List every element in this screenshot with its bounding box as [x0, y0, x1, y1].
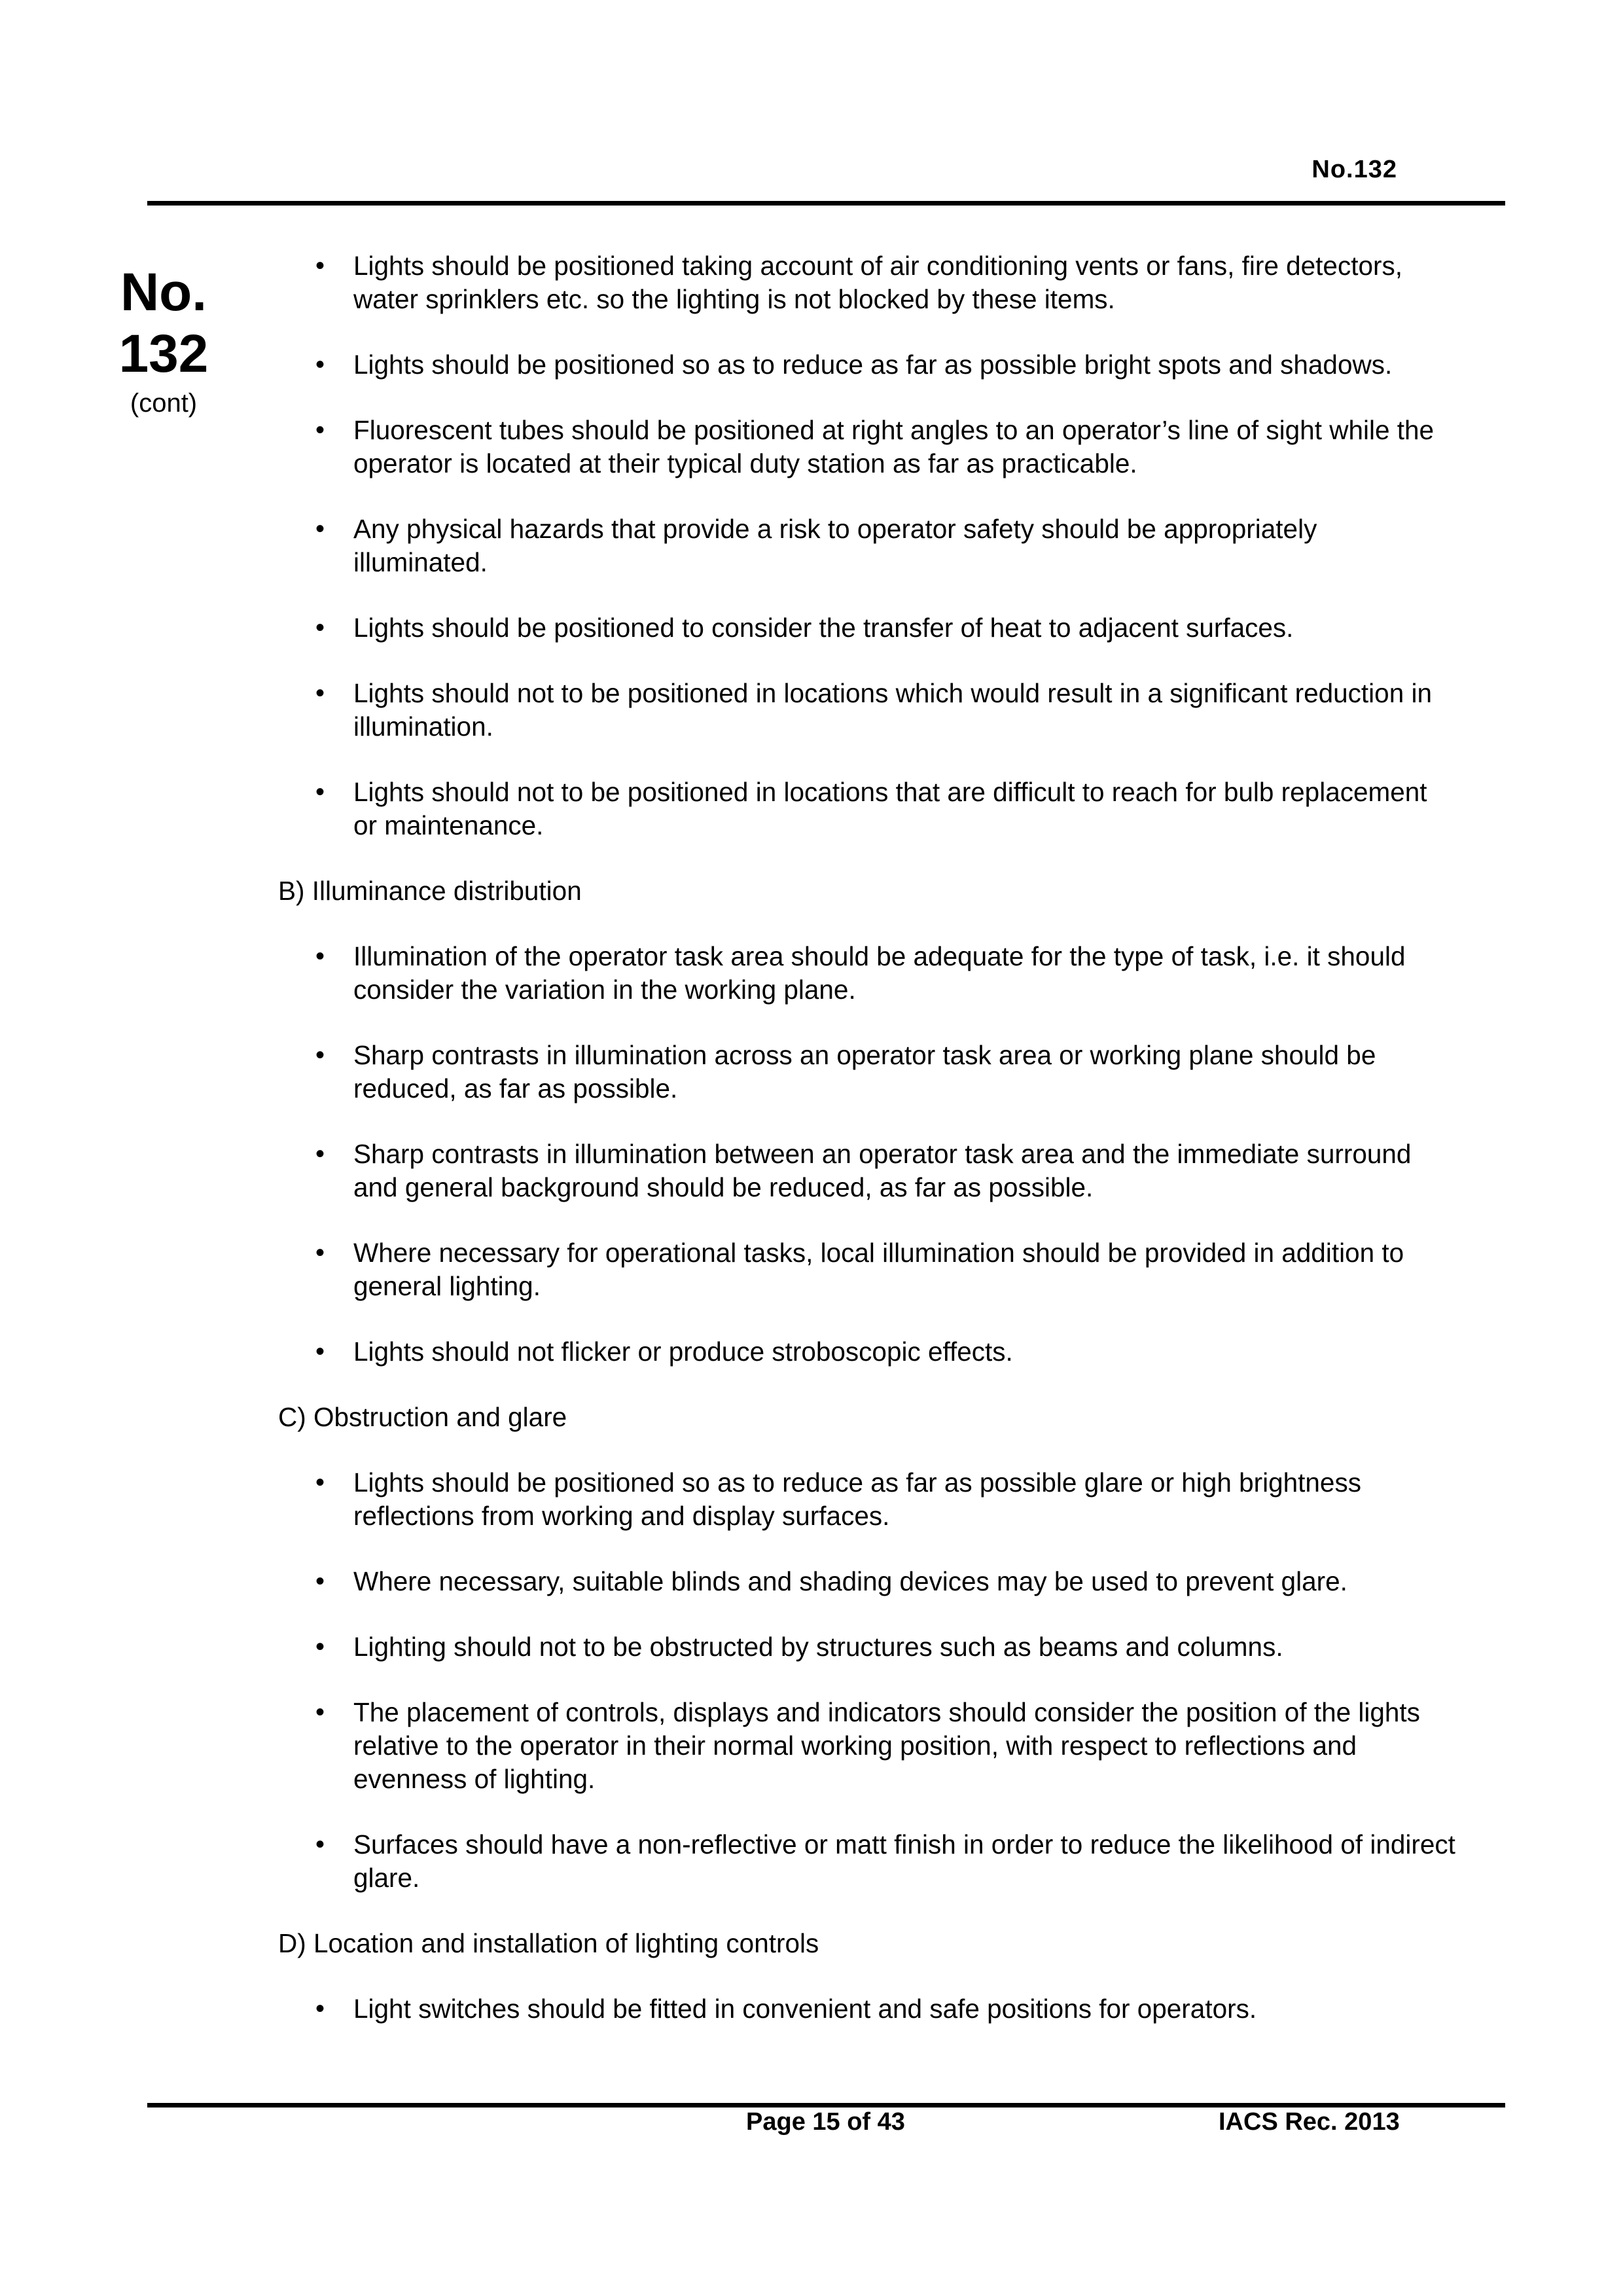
section-heading-obstruction: C) Obstruction and glare: [278, 1402, 567, 1432]
list-item: [278, 512, 1456, 579]
footer-recommendation: IACS Rec. 2013: [1219, 2108, 1400, 2136]
bullet-icon: •: [315, 350, 325, 379]
list-item: [278, 677, 1456, 744]
list-item-text: Sharp contrasts in illumination between an operator task area and the immediate surround and general background should be reduced, as far as possible.: [353, 1139, 1412, 1202]
lighting-controls-bullet-list: [278, 1992, 1456, 2026]
list-item-text: Sharp contrasts in illumination across an operator task area or working plane should be reduced, as far as possible.: [353, 1040, 1376, 1103]
obstruction-bullet-list: [278, 1466, 1456, 1895]
list-item-text: Lights should be positioned so as to reduce as far as possible glare or high brightness reflections from working and display surfaces.: [353, 1467, 1361, 1531]
list-item-text: Lights should not flicker or produce stroboscopic effects.: [353, 1336, 1013, 1367]
sidebar-doc-id: [105, 262, 223, 418]
list-item-text: Lights should be positioned so as to reduce as far as possible bright spots and shadows.: [353, 350, 1393, 380]
list-item: [278, 348, 1456, 382]
list-item-text: Light switches should be fitted in convenient and safe positions for operators.: [353, 1994, 1257, 2024]
list-item: [278, 1992, 1456, 2026]
list-item-text: Illumination of the operator task area should be adequate for the type of task, i.e. it should consider the variation in the working plane.: [353, 941, 1406, 1005]
bullet-icon: •: [315, 1830, 325, 1859]
list-item-text: Where necessary, suitable blinds and shading devices may be used to prevent glare.: [353, 1566, 1347, 1596]
list-item: [278, 940, 1456, 1007]
list-item: [278, 611, 1456, 645]
list-item-text: Lights should not to be positioned in locations that are difficult to reach for bulb replacement or maintenance.: [353, 777, 1427, 840]
list-item: [278, 1630, 1456, 1664]
section-heading-lighting-controls: D) Location and installation of lighting controls: [278, 1928, 819, 1958]
list-item: [278, 1335, 1456, 1369]
list-item-text: Any physical hazards that provide a risk to operator safety should be appropriately illuminated.: [353, 514, 1317, 577]
footer-page-number: Page 15 of 43: [746, 2108, 905, 2136]
bullet-icon: •: [315, 1337, 325, 1366]
sidebar-number: 132: [118, 324, 209, 384]
list-item-text: Where necessary for operational tasks, local illumination should be provided in addition to general lighting.: [353, 1238, 1404, 1301]
section-heading-illuminance: B) Illuminance distribution: [278, 876, 582, 906]
sidebar-cont-label: (cont): [130, 389, 198, 418]
bullet-icon: •: [315, 778, 325, 806]
list-item: [278, 1138, 1456, 1204]
list-item: [278, 1565, 1456, 1598]
bullet-icon: •: [315, 1238, 325, 1267]
footer-rule: [147, 2103, 1505, 2108]
bullet-icon: •: [315, 514, 325, 543]
list-item-text: Lights should be positioned taking account of air conditioning vents or fans, fire detectors, water sprinklers etc. so the lighting is not blocked by these items.: [353, 251, 1402, 314]
bullet-icon: •: [315, 251, 325, 280]
list-item: [278, 1039, 1456, 1105]
bullet-icon: •: [315, 1632, 325, 1661]
list-item: [278, 414, 1456, 480]
list-item-text: Lights should not to be positioned in locations which would result in a significant reduction in illumination.: [353, 678, 1433, 742]
bullet-icon: •: [315, 1468, 325, 1497]
bullet-icon: •: [315, 942, 325, 971]
bullet-icon: •: [315, 1698, 325, 1727]
list-item: [278, 1828, 1456, 1895]
bullet-icon: •: [315, 613, 325, 642]
bullet-icon: •: [315, 1567, 325, 1596]
list-item-text: Fluorescent tubes should be positioned at right angles to an operator’s line of sight while the operator is located at their typical duty station as far as practicable.: [353, 415, 1435, 478]
bullet-icon: •: [315, 1139, 325, 1168]
illuminance-bullet-list: [278, 940, 1456, 1369]
header-rule: [147, 201, 1505, 206]
sidebar-no-label: No.: [120, 262, 207, 322]
list-item: [278, 1466, 1456, 1533]
list-item: [278, 776, 1456, 842]
list-item: [278, 1696, 1456, 1796]
list-item: [278, 249, 1456, 316]
list-item-text: Surfaces should have a non-reflective or matt finish in order to reduce the likelihood of indirect glare.: [353, 1829, 1455, 1893]
intro-bullet-list: [278, 249, 1456, 842]
list-item-text: Lighting should not to be obstructed by structures such as beams and columns.: [353, 1632, 1283, 1662]
header-document-number: No.132: [1311, 156, 1397, 183]
list-item-text: The placement of controls, displays and indicators should consider the position of the lights relative to the operator in their normal working position, with respect to reflections and evenness of lighting.: [353, 1697, 1420, 1794]
list-item-text: Lights should be positioned to consider the transfer of heat to adjacent surfaces.: [353, 613, 1294, 643]
bullet-icon: •: [315, 679, 325, 708]
bullet-icon: •: [315, 1994, 325, 2023]
bullet-icon: •: [315, 416, 325, 444]
bullet-icon: •: [315, 1041, 325, 1069]
main-content: [278, 249, 1456, 2058]
list-item: [278, 1236, 1456, 1303]
